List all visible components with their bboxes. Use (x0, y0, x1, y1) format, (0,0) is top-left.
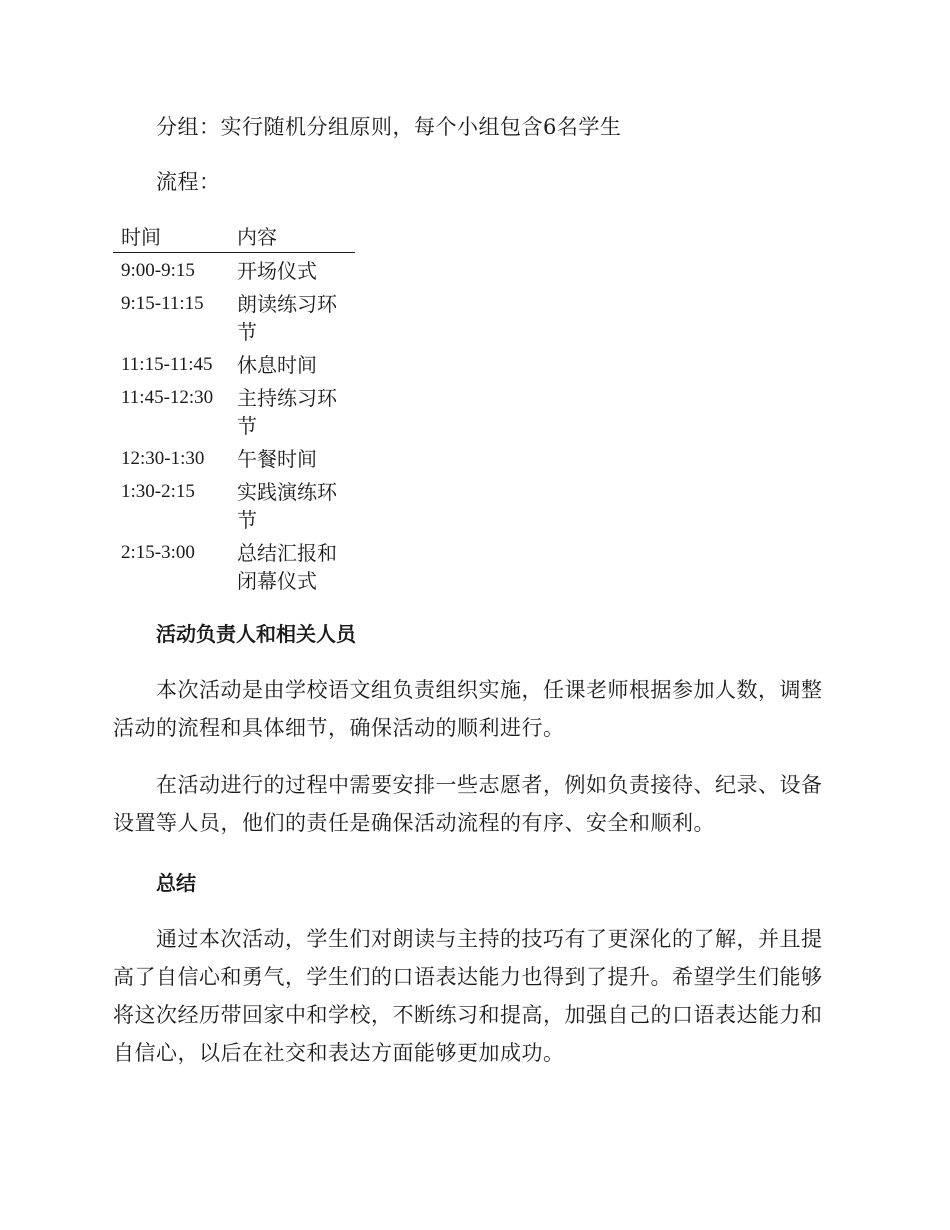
table-row (113, 253, 355, 287)
time-cell: 9:00-9:15 (121, 260, 195, 281)
table-row (113, 347, 355, 380)
content-cell: 开场仪式 (237, 259, 317, 283)
content-cell: 朗读练习环节 (237, 292, 337, 344)
table-row (113, 380, 355, 441)
time-column-header: 时间 (113, 222, 229, 253)
summary-paragraph: 通过本次活动，学生们对朗读与主持的技巧有了更深化的了解，并且提高了自信心和勇气，学生们的口语表达能力也得到了提升。希望学生们能够将这次经历带回家中和学校，不断练习和提高，加强自己的口语表达能力和自信心，以后在社交和表达方面能够更加成功。 (113, 927, 823, 1065)
time-cell: 11:15-11:45 (121, 354, 213, 375)
content-cell: 午餐时间 (237, 447, 317, 471)
table-row (113, 286, 355, 347)
table-row (113, 535, 355, 596)
grouping-line: 分组：实行随机分组原则，每个小组包含6名学生 (156, 115, 622, 139)
staff-section-heading: 活动负责人和相关人员 (156, 622, 356, 646)
summary-section-heading: 总结 (156, 871, 196, 895)
time-cell: 9:15-11:15 (121, 293, 204, 314)
content-column-header: 内容 (229, 222, 355, 253)
time-cell: 2:15-3:00 (121, 542, 195, 563)
staff-paragraph-1: 本次活动是由学校语文组负责组织实施，任课老师根据参加人数，调整活动的流程和具体细节，确保活动的顺利进行。 (113, 678, 823, 740)
time-cell: 1:30-2:15 (121, 481, 195, 502)
content-cell: 主持练习环节 (237, 386, 337, 438)
table-row (113, 441, 355, 474)
time-cell: 11:45-12:30 (121, 387, 214, 408)
schedule-header-row (113, 222, 355, 253)
process-label: 流程： (156, 170, 221, 194)
table-row (113, 474, 355, 535)
content-cell: 实践演练环节 (237, 480, 337, 532)
time-cell: 12:30-1:30 (121, 448, 205, 469)
content-cell: 休息时间 (237, 353, 317, 377)
schedule-table (113, 222, 355, 596)
content-cell: 总结汇报和闭幕仪式 (237, 541, 337, 593)
staff-paragraph-2: 在活动进行的过程中需要安排一些志愿者，例如负责接待、纪录、设备设置等人员，他们的责任是确保活动流程的有序、安全和顺利。 (113, 773, 823, 835)
